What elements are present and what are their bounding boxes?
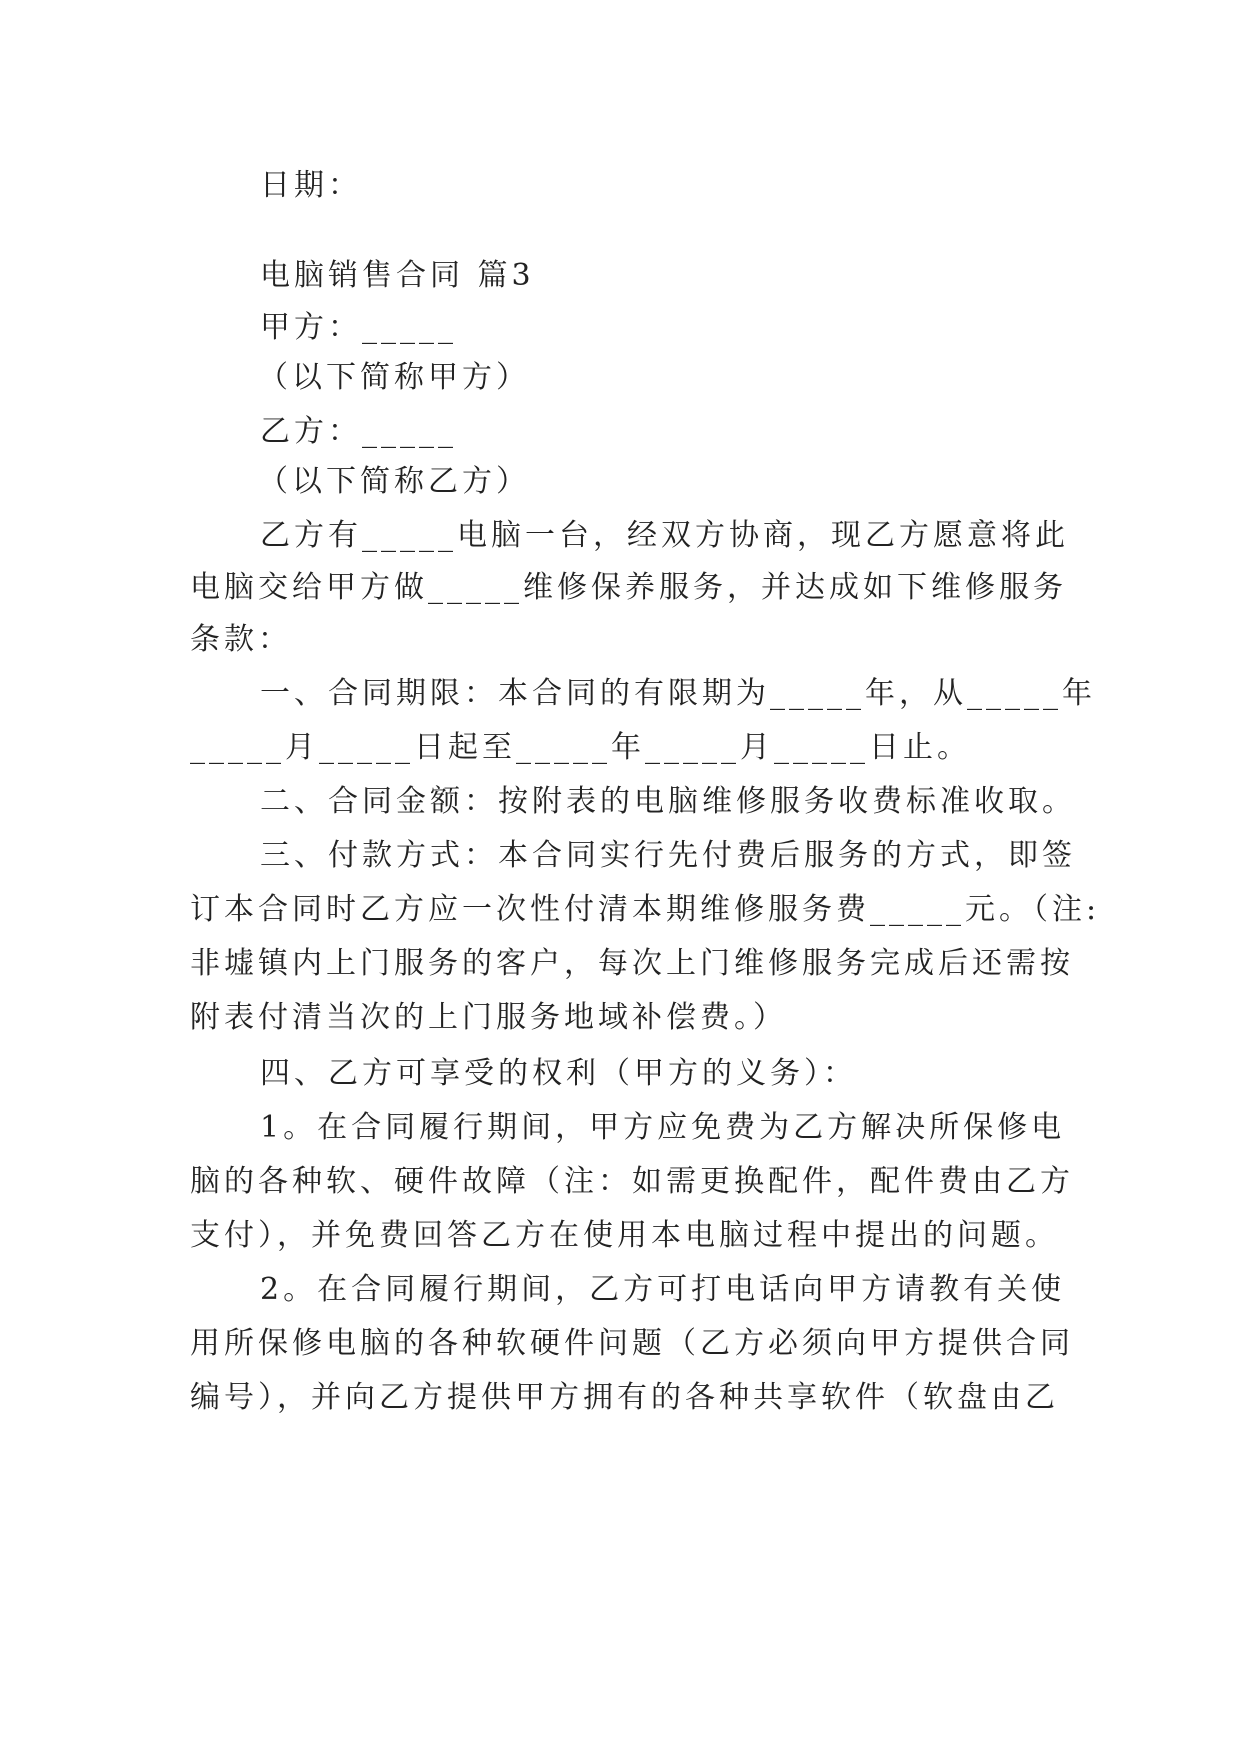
party-b-note: （以下简称乙方） [258, 464, 530, 499]
clause-3-line-2: 订本合同时乙方应一次性付清本期维修服务费_____元。（注: [190, 892, 1101, 927]
intro-line-3: 条款： [190, 622, 292, 657]
item-1-line-3: 支付），并免费回答乙方在使用本电脑过程中提出的问题。 [190, 1218, 1059, 1253]
clause-3-line-1: 三、付款方式：本合同实行先付费后服务的方式，即签 [260, 838, 1076, 873]
item-1-line-1: 1。在合同履行期间，甲方应免费为乙方解决所保修电 [260, 1110, 1066, 1145]
intro-line-2: 电脑交给甲方做_____维修保养服务，并达成如下维修服务 [190, 570, 1067, 605]
clause-3-line-4: 附表付清当次的上门服务地域补偿费。） [190, 1000, 787, 1035]
item-1-line-2: 脑的各种软、硬件故障（注：如需更换配件，配件费由乙方 [190, 1164, 1074, 1199]
clause-2-line: 二、合同金额：按附表的电脑维修服务收费标准收取。 [260, 784, 1076, 819]
clause-3-line-3: 非墟镇内上门服务的客户，每次上门维修服务完成后还需按 [190, 946, 1074, 981]
date-label: 日期： [260, 168, 362, 203]
party-b-line: 乙方：_____ [260, 414, 457, 449]
clause-1-line-1: 一、合同期限：本合同的有限期为_____年，从_____年 [260, 676, 1096, 711]
party-a-line: 甲方：_____ [260, 310, 457, 345]
intro-line-1: 乙方有_____电脑一台，经双方协商，现乙方愿意将此 [260, 518, 1069, 553]
clause-1-line-2: _____月_____日起至_____年_____月_____日止。 [190, 730, 971, 765]
party-a-note: （以下简称甲方） [258, 360, 530, 395]
contract-heading: 电脑销售合同 篇3 [260, 258, 535, 293]
item-2-line-2: 用所保修电脑的各种软硬件问题（乙方必须向甲方提供合同 [190, 1326, 1074, 1361]
item-2-line-3: 编号），并向乙方提供甲方拥有的各种共享软件（软盘由乙 [190, 1380, 1059, 1415]
item-2-line-1: 2。在合同履行期间，乙方可打电话向甲方请教有关使 [260, 1272, 1066, 1307]
clause-4-title: 四、乙方可享受的权利（甲方的义务）： [260, 1056, 857, 1091]
